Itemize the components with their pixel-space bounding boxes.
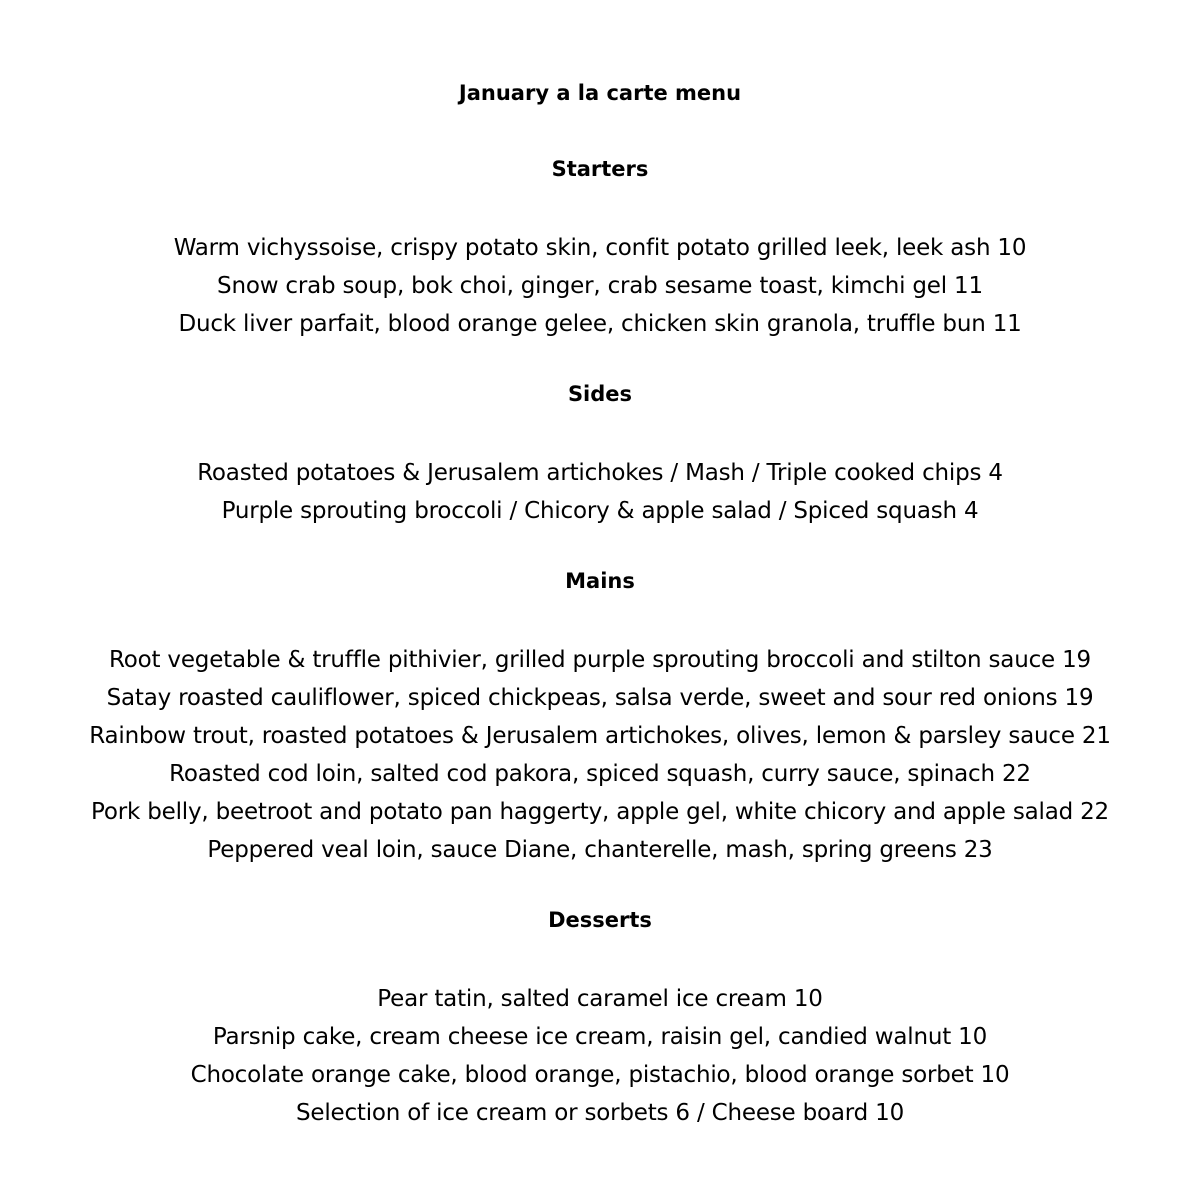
menu-item: Purple sprouting broccoli / Chicory & apple salad / Spiced squash 4: [221, 498, 979, 524]
menu-item: Pork belly, beetroot and potato pan haggerty, apple gel, white chicory and apple salad 22: [91, 799, 1109, 825]
spacer: [0, 935, 1200, 980]
section-heading-sides: Sides: [567, 382, 633, 406]
menu-item: Parsnip cake, cream cheese ice cream, raisin gel, candied walnut 10: [212, 1024, 988, 1050]
spacer: [0, 108, 1200, 154]
mains-list: [0, 641, 1200, 869]
section-heading-starters: Starters: [551, 157, 649, 181]
menu-item: Satay roasted cauliflower, spiced chickpeas, salsa verde, sweet and sour red onions 19: [106, 685, 1094, 711]
spacer: [0, 409, 1200, 454]
spacer: [0, 596, 1200, 641]
desserts-list: [0, 980, 1200, 1132]
section-heading-mains: Mains: [565, 569, 635, 593]
menu-item: Snow crab soup, bok choi, ginger, crab sesame toast, kimchi gel 11: [217, 273, 983, 299]
section-starters: [0, 154, 1200, 379]
menu-item: Pear tatin, salted caramel ice cream 10: [377, 986, 823, 1012]
menu-item: Rainbow trout, roasted potatoes & Jerusalem artichokes, olives, lemon & parsley sauce 21: [89, 723, 1111, 749]
spacer: [0, 343, 1200, 379]
section-heading-desserts: Desserts: [548, 908, 652, 932]
menu-item: Peppered veal loin, sauce Diane, chanterelle, mash, spring greens 23: [207, 837, 993, 863]
starters-list: [0, 229, 1200, 343]
menu-item: Duck liver parfait, blood orange gelee, chicken skin granola, truffle bun 11: [178, 311, 1022, 337]
menu-title: January a la carte menu: [458, 81, 742, 105]
sides-list: [0, 454, 1200, 530]
menu-item: Root vegetable & truffle pithivier, grilled purple sprouting broccoli and stilton sauce 19: [109, 647, 1091, 673]
menu-item: Warm vichyssoise, crispy potato skin, confit potato grilled leek, leek ash 10: [173, 235, 1027, 261]
menu-item: Chocolate orange cake, blood orange, pistachio, blood orange sorbet 10: [190, 1062, 1010, 1088]
menu-item: Roasted cod loin, salted cod pakora, spiced squash, curry sauce, spinach 22: [169, 761, 1031, 787]
spacer: [0, 530, 1200, 566]
menu-item: Roasted potatoes & Jerusalem artichokes / Mash / Triple cooked chips 4: [197, 460, 1003, 486]
spacer: [0, 869, 1200, 905]
menu-item: Selection of ice cream or sorbets 6 / Cheese board 10: [295, 1100, 905, 1126]
section-desserts: [0, 905, 1200, 1132]
section-sides: [0, 379, 1200, 566]
section-mains: [0, 566, 1200, 905]
spacer: [0, 184, 1200, 229]
